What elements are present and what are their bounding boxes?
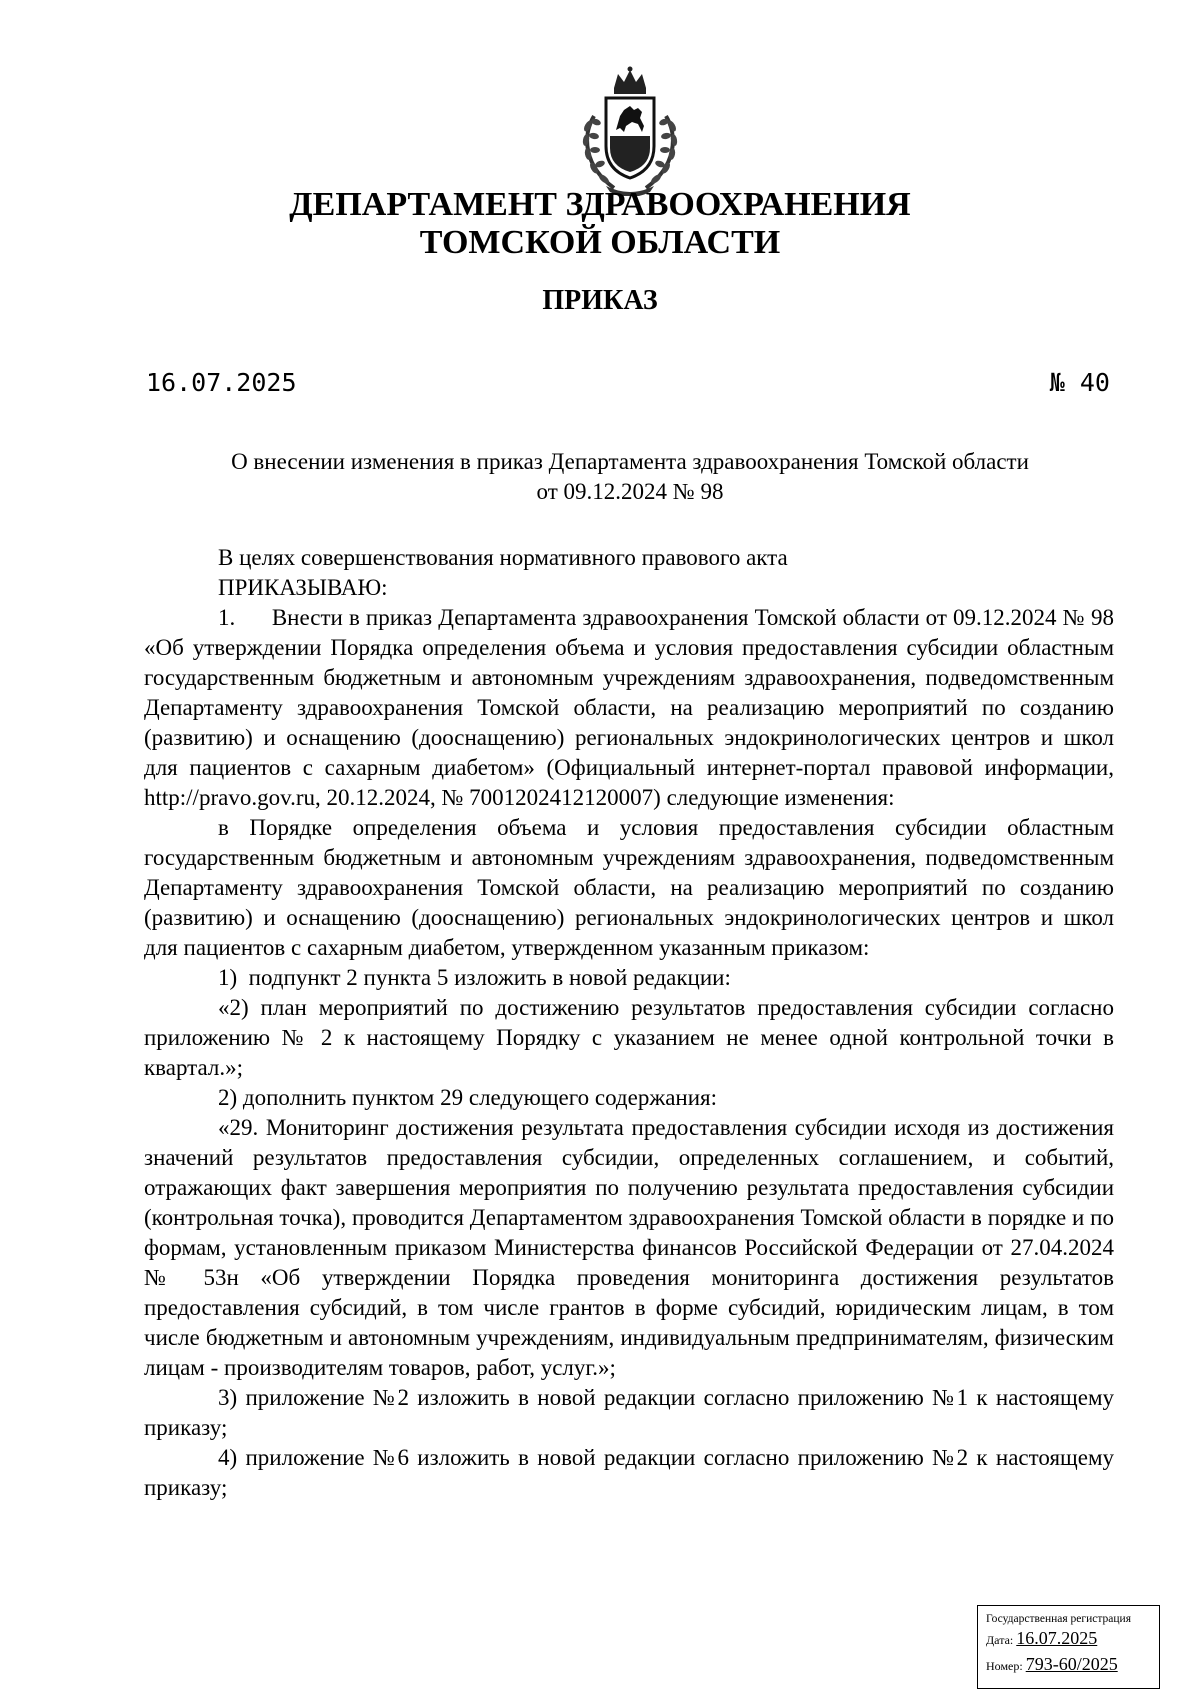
document-type-title: ПРИКАЗ <box>542 285 658 316</box>
department-name-line2: ТОМСКОЙ ОБЛАСТИ <box>419 224 781 261</box>
registration-stamp <box>977 1605 1160 1689</box>
body-paragraph-procedure: в Порядке определения объема и условия предоставления субсидии областным государственным бюджетным и автономным учреждениям здравоохранения, подведомственным Департаменту здравоохранения Томской области, на реализацию мероприятий по созданию (развитию) и оснащению (дооснащению) региональных эндокринологических центров и школ для пациентов с сахарным диабетом, утвержденном указанным приказом: <box>144 815 1114 960</box>
body-paragraph-item1: 1. Внести в приказ Департамента здравоохранения Томской области от 09.12.2024 № 98 «Об утверждении Порядка определения объема и условия предоставления субсидии областным государственным бюджетным и автономным учреждениям здравоохранения, подведомственным Департаменту здравоохранения Томской области, на реализацию мероприятий по созданию (развитию) и оснащению (дооснащению) региональных эндокринологических центров и школ для пациентов с сахарным диабетом» (Официальный интернет-портал правовой информации, http://pravo.gov.ru, 20.12.2024, № 7001202412120007) следующие изменения: <box>144 605 1114 810</box>
body-paragraph-purpose: В целях совершенствования нормативного правового акта <box>218 545 788 570</box>
body-paragraph-subitem1: 1) подпункт 2 пункта 5 изложить в новой редакции: <box>218 965 731 990</box>
body-paragraph-quote2: «2) план мероприятий по достижению результатов предоставления субсидии согласно приложению № 2 к настоящему Порядку с указанием не менее одной контрольной точки в квартал.»; <box>144 995 1114 1080</box>
stamp-number-label: Номер: <box>986 1659 1023 1673</box>
coat-of-arms-icon <box>574 66 686 196</box>
subject-line2: от 09.12.2024 № 98 <box>536 479 724 504</box>
body-paragraph-subitem2: 2) дополнить пунктом 29 следующего содержания: <box>218 1085 718 1110</box>
stamp-number-value: 793-60/2025 <box>1025 1654 1118 1674</box>
stamp-title: Государственная регистрация <box>986 1613 1131 1625</box>
body-paragraph-quote29: «29. Мониторинг достижения результата предоставления субсидии исходя из достижения значений результатов предоставления субсидии, определенных соглашением, и событий, отражающих факт завершения мероприятия по получению результата предоставления субсидии (контрольная точка), проводится Департаментом здравоохранения Томской области в порядке и по формам, установленным приказом Министерства финансов Российской Федерации от 27.04.2024 № 53н «Об утверждении Порядка проведения мониторинга достижения результатов предоставления субсидий, в том числе грантов в форме субсидий, юридическим лицам, в том числе бюджетным и автономным учреждениям, индивидуальным предпринимателям, физическим лицам - производителям товаров, работ, услуг.»; <box>144 1115 1114 1380</box>
body-paragraph-subitem3: 3) приложение №2 изложить в новой редакции согласно приложению №1 к настоящему приказу; <box>144 1385 1114 1440</box>
body-paragraph-subitem4: 4) приложение №6 изложить в новой редакции согласно приложению №2 к настоящему приказу; <box>144 1445 1114 1500</box>
department-name-line1: ДЕПАРТАМЕНТ ЗДРАВООХРАНЕНИЯ <box>289 186 911 223</box>
order-number: № 40 <box>1049 368 1110 397</box>
body-paragraph-order: ПРИКАЗЫВАЮ: <box>218 575 388 600</box>
subject-line1: О внесении изменения в приказ Департамента здравоохранения Томской области <box>231 449 1029 474</box>
stamp-number-row <box>986 1652 1153 1678</box>
stamp-date-label: Дата: <box>986 1633 1014 1647</box>
order-date: 16.07.2025 <box>146 368 297 397</box>
order-subject <box>150 447 1110 507</box>
stamp-date-value: 16.07.2025 <box>1016 1628 1098 1648</box>
stamp-date-row <box>986 1626 1153 1652</box>
order-body <box>144 543 1114 1503</box>
